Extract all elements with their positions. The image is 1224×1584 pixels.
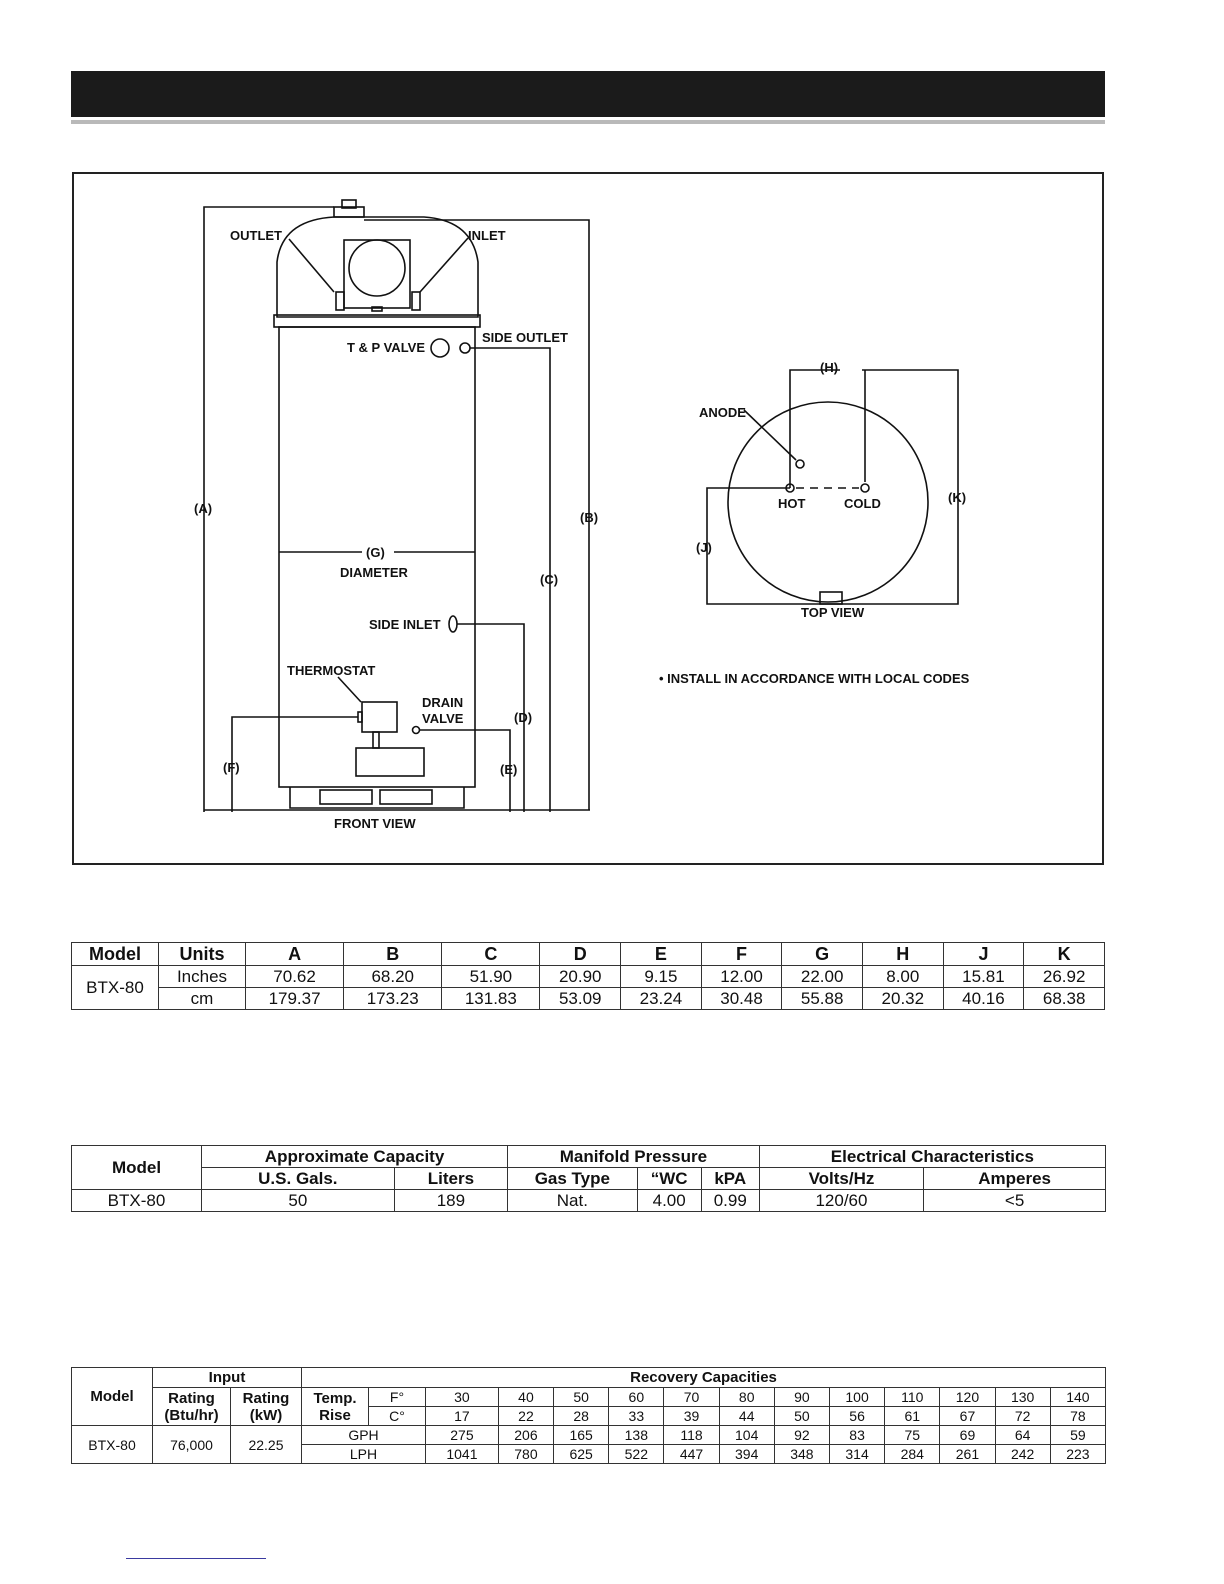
value-cell: <5 xyxy=(924,1190,1106,1212)
model-header: Model xyxy=(72,1146,202,1190)
c-value: 56 xyxy=(829,1407,884,1426)
c-value: 72 xyxy=(995,1407,1050,1426)
value-cell: 68.20 xyxy=(344,966,442,988)
value-cell: 26.92 xyxy=(1024,966,1105,988)
rating-kw-header xyxy=(231,1388,302,1426)
lph-value: 522 xyxy=(609,1445,664,1464)
col-header: A xyxy=(246,943,344,966)
label-diameter: DIAMETER xyxy=(340,565,408,580)
label-dim-a: (A) xyxy=(194,501,213,516)
sub-header: kPA xyxy=(701,1168,759,1190)
lph-label: LPH xyxy=(302,1445,426,1464)
f-value: 40 xyxy=(498,1388,553,1407)
col-header: H xyxy=(862,943,943,966)
col-header: F xyxy=(701,943,782,966)
f-value: 130 xyxy=(995,1388,1050,1407)
f-value: 120 xyxy=(940,1388,995,1407)
col-header: G xyxy=(782,943,863,966)
value-cell: 20.90 xyxy=(540,966,621,988)
c-value: 28 xyxy=(554,1407,609,1426)
rating-btu-header xyxy=(153,1388,231,1426)
value-cell: 0.99 xyxy=(701,1190,759,1212)
sub-header: Amperes xyxy=(924,1168,1106,1190)
table-row xyxy=(72,1426,1106,1445)
gph-value: 104 xyxy=(719,1426,774,1445)
col-header: Units xyxy=(159,943,246,966)
value-cell: 50 xyxy=(202,1190,395,1212)
install-note: • INSTALL IN ACCORDANCE WITH LOCAL CODES xyxy=(659,671,970,686)
group-header-capacity: Approximate Capacity xyxy=(202,1146,508,1168)
section-header-bar xyxy=(71,71,1105,117)
f-value: 90 xyxy=(774,1388,829,1407)
label-valve: VALVE xyxy=(422,711,464,726)
value-cell: 23.24 xyxy=(621,988,702,1010)
group-header-manifold: Manifold Pressure xyxy=(508,1146,760,1168)
model-cell: BTX-80 xyxy=(72,1426,153,1464)
c-value: 61 xyxy=(885,1407,940,1426)
rating-btu-line2: (Btu/hr) xyxy=(164,1406,219,1424)
col-header: J xyxy=(943,943,1024,966)
lph-value: 284 xyxy=(885,1445,940,1464)
f-value: 80 xyxy=(719,1388,774,1407)
value-cell: 12.00 xyxy=(701,966,782,988)
rating-kw-line1: Rating xyxy=(242,1389,290,1407)
c-value: 50 xyxy=(774,1407,829,1426)
temp-line2: Rise xyxy=(319,1406,351,1424)
kw-cell: 22.25 xyxy=(231,1426,302,1464)
col-header: E xyxy=(621,943,702,966)
c-value: 22 xyxy=(498,1407,553,1426)
f-value: 110 xyxy=(885,1388,940,1407)
lph-value: 1041 xyxy=(426,1445,499,1464)
btu-cell: 76,000 xyxy=(153,1426,231,1464)
gph-label: GPH xyxy=(302,1426,426,1445)
gph-value: 59 xyxy=(1050,1426,1105,1445)
label-hot: HOT xyxy=(778,496,806,511)
sub-header: Gas Type xyxy=(508,1168,637,1190)
unit-f-label: F° xyxy=(369,1388,426,1407)
lph-value: 261 xyxy=(940,1445,995,1464)
c-value: 44 xyxy=(719,1407,774,1426)
gph-value: 165 xyxy=(554,1426,609,1445)
value-cell: 8.00 xyxy=(862,966,943,988)
table-subheader-row xyxy=(72,1388,1106,1407)
gph-value: 83 xyxy=(829,1426,884,1445)
col-header: B xyxy=(344,943,442,966)
sub-header: Liters xyxy=(394,1168,507,1190)
value-cell: 30.48 xyxy=(701,988,782,1010)
value-cell: 120/60 xyxy=(759,1190,924,1212)
rating-kw-line2: (kW) xyxy=(249,1406,283,1424)
lph-value: 394 xyxy=(719,1445,774,1464)
lph-value: 625 xyxy=(554,1445,609,1464)
value-cell: 70.62 xyxy=(246,966,344,988)
group-header-electrical: Electrical Characteristics xyxy=(759,1146,1105,1168)
label-side-inlet: SIDE INLET xyxy=(369,617,441,632)
c-value: 33 xyxy=(609,1407,664,1426)
label-outlet: OUTLET xyxy=(230,228,282,243)
temp-line1: Temp. xyxy=(313,1389,357,1407)
value-cell: 68.38 xyxy=(1024,988,1105,1010)
label-inlet: INLET xyxy=(468,228,506,243)
label-dim-g: (G) xyxy=(366,545,385,560)
f-value: 60 xyxy=(609,1388,664,1407)
col-header: K xyxy=(1024,943,1105,966)
footer-link-underline xyxy=(126,1558,266,1559)
table-row xyxy=(72,1190,1106,1212)
f-value: 140 xyxy=(1050,1388,1105,1407)
gph-value: 138 xyxy=(609,1426,664,1445)
dimensions-table xyxy=(71,942,1105,1010)
capacity-table xyxy=(71,1145,1106,1212)
sub-header: U.S. Gals. xyxy=(202,1168,395,1190)
gph-value: 75 xyxy=(885,1426,940,1445)
sub-header: “WC xyxy=(637,1168,701,1190)
label-side-outlet: SIDE OUTLET xyxy=(482,330,568,345)
label-dim-h: (H) xyxy=(820,360,839,375)
rating-btu-line1: Rating xyxy=(168,1389,215,1407)
model-header: Model xyxy=(72,1368,153,1426)
gph-value: 92 xyxy=(774,1426,829,1445)
label-top-view: TOP VIEW xyxy=(801,605,865,620)
label-anode: ANODE xyxy=(699,405,746,420)
lph-value: 447 xyxy=(664,1445,719,1464)
label-dim-k: (K) xyxy=(948,490,967,505)
table-header-row xyxy=(72,943,1105,966)
f-value: 100 xyxy=(829,1388,884,1407)
value-cell: 51.90 xyxy=(442,966,540,988)
value-cell: 9.15 xyxy=(621,966,702,988)
lph-value: 223 xyxy=(1050,1445,1105,1464)
label-front-view: FRONT VIEW xyxy=(334,816,416,831)
gph-value: 206 xyxy=(498,1426,553,1445)
table-row xyxy=(72,988,1105,1010)
col-header: C xyxy=(442,943,540,966)
recovery-table xyxy=(71,1367,1106,1464)
value-cell: 189 xyxy=(394,1190,507,1212)
label-drain: DRAIN xyxy=(422,695,464,710)
f-value: 70 xyxy=(664,1388,719,1407)
label-dim-e: (E) xyxy=(500,762,518,777)
value-cell: 40.16 xyxy=(943,988,1024,1010)
header-rule xyxy=(71,120,1105,124)
label-thermostat: THERMOSTAT xyxy=(287,663,376,678)
value-cell: 131.83 xyxy=(442,988,540,1010)
gph-value: 69 xyxy=(940,1426,995,1445)
lph-value: 242 xyxy=(995,1445,1050,1464)
label-tp-valve: T & P VALVE xyxy=(347,340,426,355)
col-header: Model xyxy=(72,943,159,966)
unit-cell: cm xyxy=(159,988,246,1010)
col-header: D xyxy=(540,943,621,966)
lph-value: 780 xyxy=(498,1445,553,1464)
label-dim-b: (B) xyxy=(580,510,599,525)
label-dim-j: (J) xyxy=(696,540,712,555)
label-cold: COLD xyxy=(844,496,881,511)
sub-header: Volts/Hz xyxy=(759,1168,924,1190)
recovery-header: Recovery Capacities xyxy=(302,1368,1106,1388)
temp-rise-header xyxy=(302,1388,369,1426)
label-dim-f: (F) xyxy=(223,760,240,775)
gph-value: 275 xyxy=(426,1426,499,1445)
f-value: 50 xyxy=(554,1388,609,1407)
value-cell: 4.00 xyxy=(637,1190,701,1212)
c-value: 67 xyxy=(940,1407,995,1426)
c-value: 78 xyxy=(1050,1407,1105,1426)
value-cell: Nat. xyxy=(508,1190,637,1212)
label-dim-c: (C) xyxy=(540,572,559,587)
input-header: Input xyxy=(153,1368,302,1388)
c-value: 17 xyxy=(426,1407,499,1426)
unit-cell: Inches xyxy=(159,966,246,988)
value-cell: 55.88 xyxy=(782,988,863,1010)
model-cell: BTX-80 xyxy=(72,966,159,1010)
value-cell: 173.23 xyxy=(344,988,442,1010)
gph-value: 64 xyxy=(995,1426,1050,1445)
unit-c-label: C° xyxy=(369,1407,426,1426)
value-cell: 53.09 xyxy=(540,988,621,1010)
value-cell: 20.32 xyxy=(862,988,943,1010)
value-cell: 15.81 xyxy=(943,966,1024,988)
value-cell: 22.00 xyxy=(782,966,863,988)
f-value: 30 xyxy=(426,1388,499,1407)
table-row xyxy=(72,966,1105,988)
c-value: 39 xyxy=(664,1407,719,1426)
water-heater-diagram xyxy=(72,172,1104,865)
table-subheader-row xyxy=(72,1168,1106,1190)
table-header-row xyxy=(72,1146,1106,1168)
lph-value: 348 xyxy=(774,1445,829,1464)
model-cell: BTX-80 xyxy=(72,1190,202,1212)
label-dim-d: (D) xyxy=(514,710,533,725)
gph-value: 118 xyxy=(664,1426,719,1445)
lph-value: 314 xyxy=(829,1445,884,1464)
value-cell: 179.37 xyxy=(246,988,344,1010)
table-header-row xyxy=(72,1368,1106,1388)
